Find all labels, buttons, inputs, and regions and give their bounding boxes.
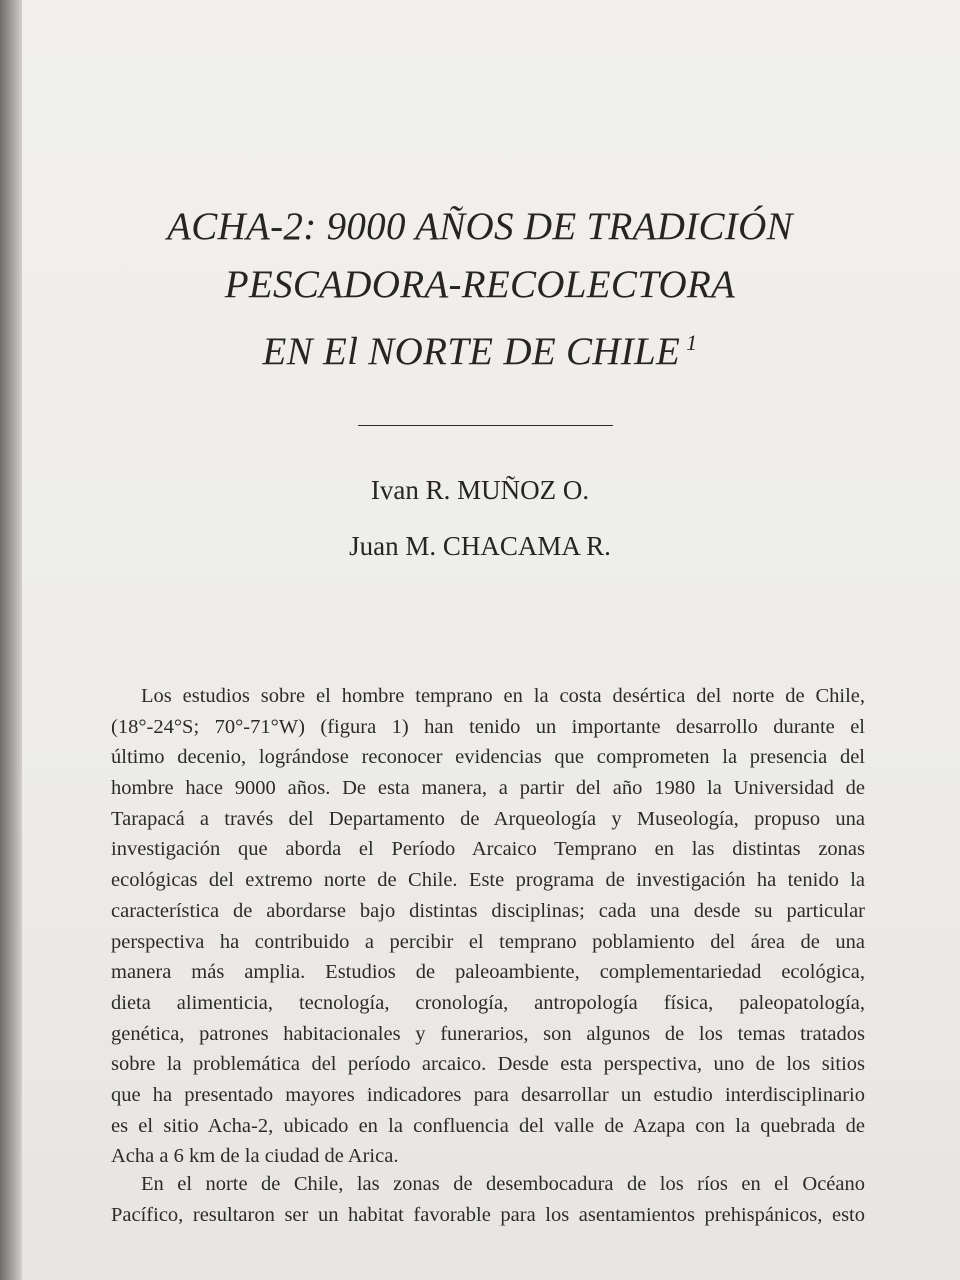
page-edge bbox=[0, 0, 22, 1280]
text-line: hombre hace 9000 años. De esta manera, a partir del año 1980 la Universidad de bbox=[111, 777, 865, 800]
chapter-title bbox=[60, 198, 900, 381]
text-line: característica de abordarse bajo distintas disciplinas; cada una desde su particular bbox=[111, 899, 865, 922]
author-name: Juan M. CHACAMA R. bbox=[349, 531, 611, 561]
title-line: ACHA-2: 9000 AÑOS DE TRADICIÓN bbox=[167, 205, 793, 248]
text-line: Acha a 6 km de la ciudad de Arica. bbox=[111, 1145, 399, 1168]
text-line: (18°-24°S; 70°-71°W) (figura 1) han tenido un importante desarrollo durante el bbox=[111, 715, 865, 738]
text-line: dieta alimenticia, tecnología, cronología, antropología física, paleopatología, bbox=[111, 991, 865, 1014]
text-line: Pacífico, resultaron ser un habitat favorable para los asentamientos prehispánicos, esto bbox=[111, 1203, 865, 1226]
paragraph-2 bbox=[111, 1169, 865, 1230]
text-line: último decenio, lográndose reconocer evidencias que comprometen la presencia del bbox=[111, 746, 865, 769]
text-line: investigación que aborda el Período Arcaico Temprano en las distintas zonas bbox=[111, 838, 865, 861]
title-divider bbox=[358, 425, 613, 426]
text-line: es el sitio Acha-2, ubicado en la confluencia del valle de Azapa con la quebrada de bbox=[111, 1114, 865, 1137]
author-name: Ivan R. MUÑOZ O. bbox=[370, 475, 590, 505]
text-line: Tarapacá a través del Departamento de Arqueología y Museología, propuso una bbox=[111, 807, 865, 830]
text-line: ecológicas del extremo norte de Chile. Este programa de investigación ha tenido la bbox=[111, 869, 865, 892]
text-line: perspectiva ha contribuido a percibir el temprano poblamiento del área de una bbox=[111, 930, 865, 953]
title-line bbox=[60, 314, 900, 381]
author-list bbox=[0, 462, 960, 574]
title-line-text: EN El NORTE DE CHILE bbox=[262, 330, 681, 373]
text-line: genética, patrones habitacionales y funerarios, son algunos de los temas tratados bbox=[111, 1022, 865, 1045]
text-line: sobre la problemática del período arcaico. Desde esta perspectiva, uno de los sitios bbox=[111, 1053, 865, 1076]
text-line: En el norte de Chile, las zonas de desembocadura de los ríos en el Océano bbox=[141, 1173, 865, 1195]
text-line: que ha presentado mayores indicadores para desarrollar un estudio interdisciplinario bbox=[111, 1083, 865, 1106]
title-line: PESCADORA-RECOLECTORA bbox=[224, 263, 736, 306]
text-line: Los estudios sobre el hombre temprano en la costa desértica del norte de Chile, bbox=[141, 685, 865, 707]
paragraph-1 bbox=[111, 681, 865, 1172]
text-line: manera más amplia. Estudios de paleoambiente, complementariedad ecológica, bbox=[111, 961, 865, 984]
footnote-marker: 1 bbox=[686, 330, 698, 355]
